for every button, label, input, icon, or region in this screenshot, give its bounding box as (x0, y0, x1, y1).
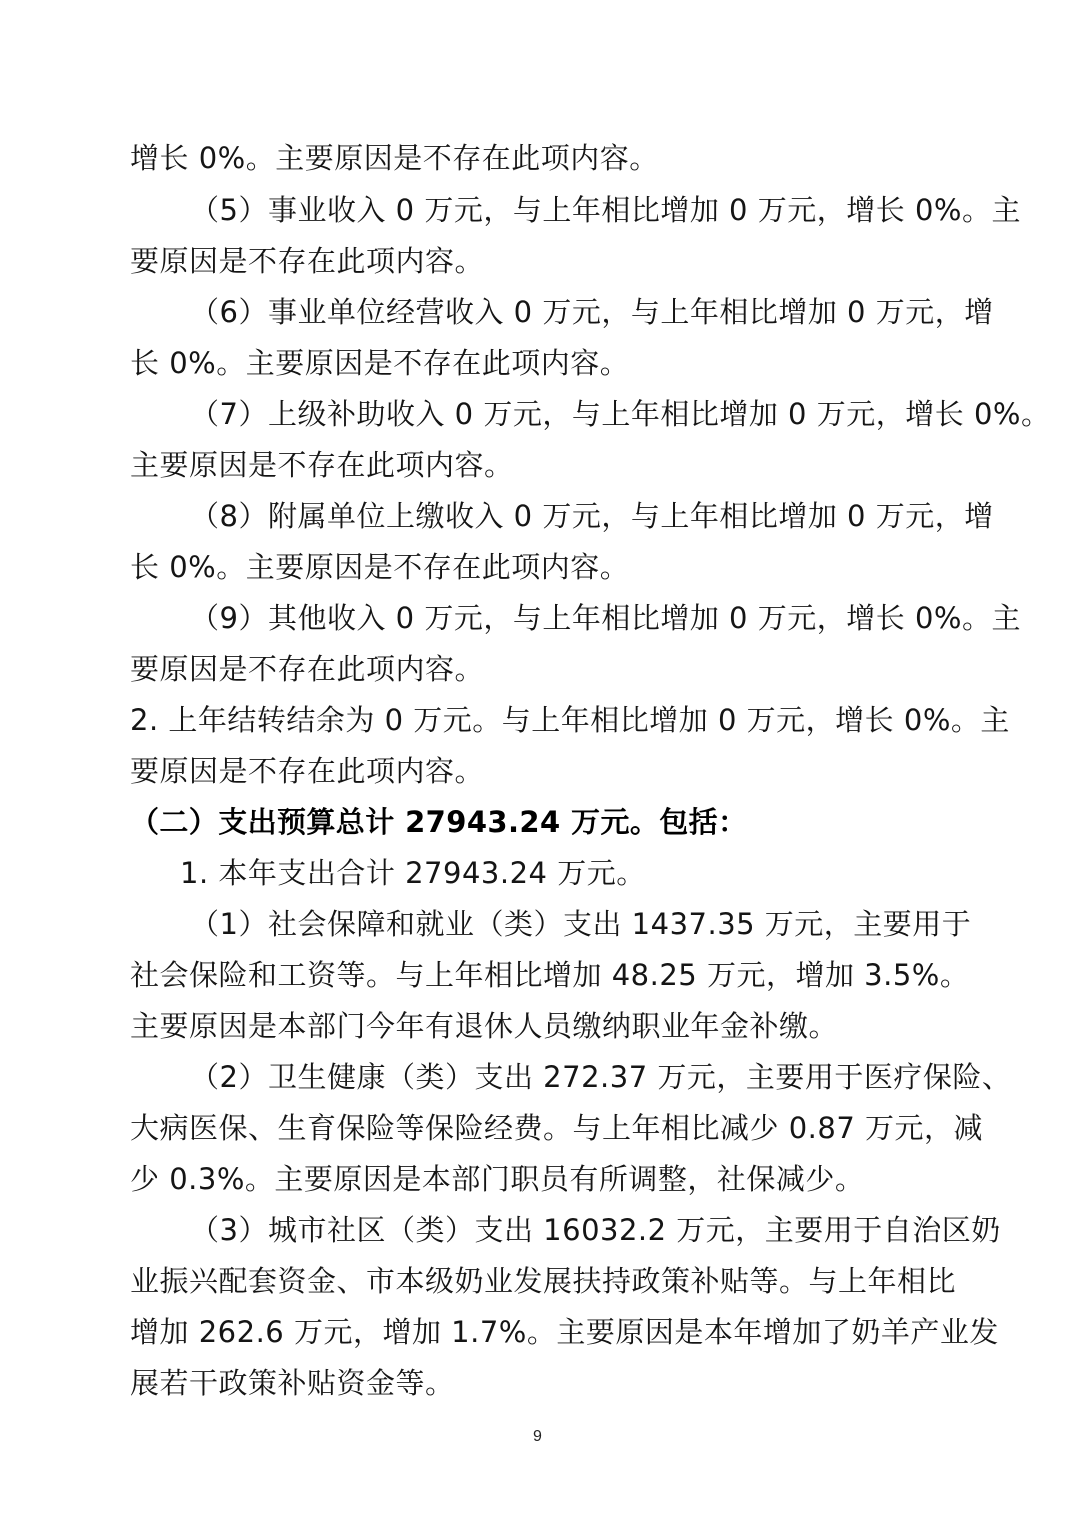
section-heading: （二）支出预算总计 27943.24 万元。包括： (130, 805, 748, 839)
body-line-11: 要原因是不存在此项内容。 (130, 652, 485, 686)
body-line-14: 1. 本年支出合计 27943.24 万元。 (180, 856, 646, 890)
body-line-16: 社会保险和工资等。与上年相比增加 48.25 万元，增加 3.5%。 (130, 958, 970, 992)
body-line-8: （8）附属单位上缴收入 0 万元，与上年相比增加 0 万元，增 (190, 499, 994, 533)
body-line-23: 增加 262.6 万元，增加 1.7%。主要原因是本年增加了奶羊产业发 (130, 1315, 999, 1349)
body-line-9: 长 0%。主要原因是不存在此项内容。 (130, 550, 630, 584)
body-line-10: （9）其他收入 0 万元，与上年相比增加 0 万元，增长 0%。主 (190, 601, 1021, 635)
body-line-13: 要原因是不存在此项内容。 (130, 754, 485, 788)
body-line-24: 展若干政策补贴资金等。 (130, 1366, 455, 1400)
body-line-22: 业振兴配套资金、市本级奶业发展扶持政策补贴等。与上年相比 (130, 1264, 957, 1298)
body-line-3: 要原因是不存在此项内容。 (130, 244, 485, 278)
body-line-1: 增长 0%。主要原因是不存在此项内容。 (130, 141, 659, 175)
body-line-6: （7）上级补助收入 0 万元，与上年相比增加 0 万元，增长 0%。 (190, 397, 1051, 431)
body-line-21: （3）城市社区（类）支出 16032.2 万元，主要用于自治区奶 (190, 1213, 1001, 1247)
body-line-20: 少 0.3%。主要原因是本部门职员有所调整，社保减少。 (130, 1162, 865, 1196)
body-line-19: 大病医保、生育保险等保险经费。与上年相比减少 0.87 万元，减 (130, 1111, 984, 1145)
body-line-15: （1）社会保障和就业（类）支出 1437.35 万元，主要用于 (190, 907, 972, 941)
body-line-18: （2）卫生健康（类）支出 272.37 万元，主要用于医疗保险、 (190, 1060, 1012, 1094)
body-line-12: 2. 上年结转结余为 0 万元。与上年相比增加 0 万元，增长 0%。主 (130, 703, 1010, 737)
body-line-2: （5）事业收入 0 万元，与上年相比增加 0 万元，增长 0%。主 (190, 193, 1021, 227)
body-line-7: 主要原因是不存在此项内容。 (130, 448, 514, 482)
body-line-17: 主要原因是本部门今年有退休人员缴纳职业年金补缴。 (130, 1009, 839, 1043)
page-number: 9 (533, 1428, 542, 1445)
body-line-5: 长 0%。主要原因是不存在此项内容。 (130, 346, 630, 380)
body-line-4: （6）事业单位经营收入 0 万元，与上年相比增加 0 万元，增 (190, 295, 994, 329)
